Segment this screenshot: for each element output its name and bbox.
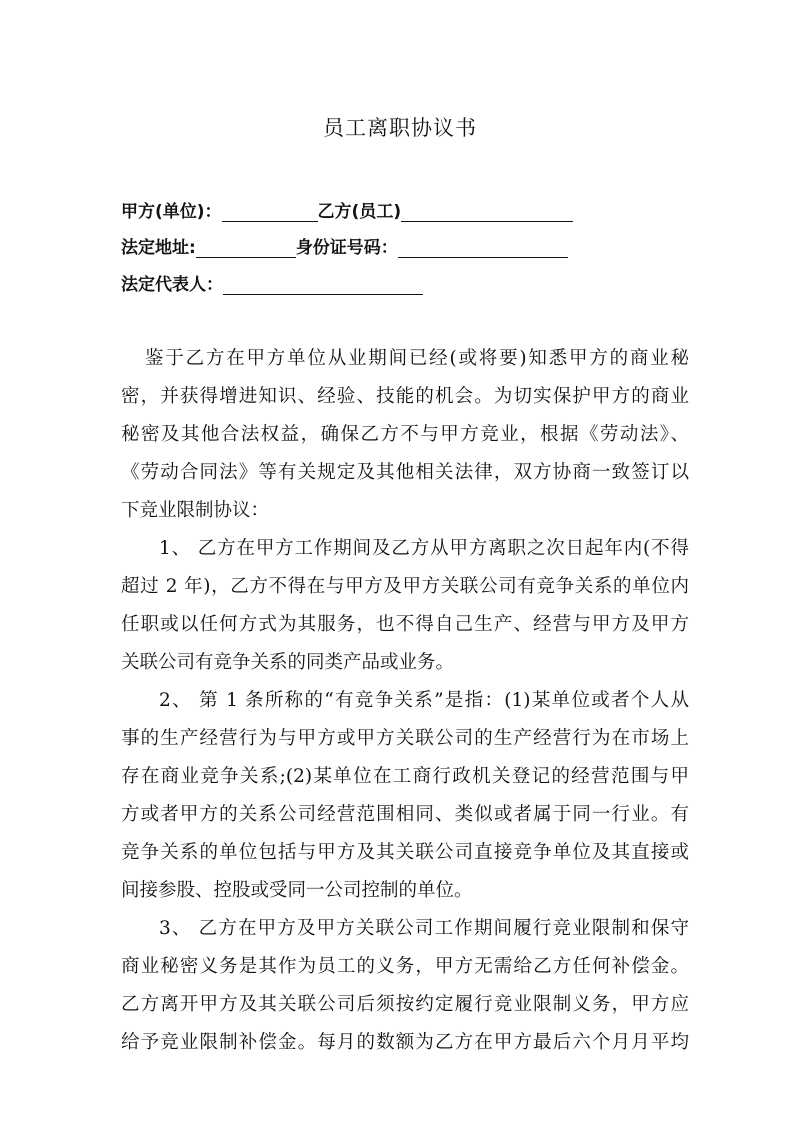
address-blank[interactable] bbox=[196, 237, 296, 258]
party-a-label: 甲方(单位)： bbox=[121, 202, 222, 222]
representative-label: 法定代表人： bbox=[121, 275, 223, 295]
representative-row bbox=[121, 270, 423, 300]
paragraph-line: 关联公司有竞争关系的同类产品或业务。 bbox=[121, 652, 455, 673]
party-b-label: 乙方(员工) bbox=[317, 202, 402, 222]
paragraph-line: 竞争关系的单位包括与甲方及其关联公司直接竞争单位及其直接或 bbox=[121, 842, 689, 863]
address-row bbox=[121, 233, 568, 263]
id-number-blank[interactable] bbox=[398, 237, 568, 258]
paragraph-line: 给予竞业限制补偿金。每月的数额为乙方在甲方最后六个月月平均 bbox=[121, 1032, 689, 1053]
clause-3-paragraph bbox=[121, 910, 689, 1062]
paragraph-line: 鉴于乙方在甲方单位从业期间已经(或将要)知悉甲方的商业秘 bbox=[145, 348, 689, 369]
intro-paragraph bbox=[121, 340, 689, 530]
paragraph-line: 下竞业限制协议： bbox=[121, 500, 270, 521]
clause-1-paragraph bbox=[121, 530, 689, 682]
paragraph-line: 存在商业竞争关系;(2)某单位在工商行政机关登记的经营范围与甲 bbox=[121, 766, 689, 787]
paragraph-line: 1、 乙方在甲方工作期间及乙方从甲方离职之次日起年内(不得 bbox=[159, 538, 689, 559]
paragraph-line: 3、 乙方在甲方及甲方关联公司工作期间履行竞业限制和保守 bbox=[159, 918, 689, 939]
party-row bbox=[121, 197, 573, 227]
id-label: 身份证号码： bbox=[295, 238, 398, 258]
paragraph-line: 乙方离开甲方及其关联公司后须按约定履行竞业限制义务，甲方应 bbox=[121, 994, 689, 1015]
clause-2-paragraph bbox=[121, 682, 689, 910]
representative-blank[interactable] bbox=[223, 274, 423, 295]
paragraph-line: 秘密及其他合法权益，确保乙方不与甲方竞业，根据《劳动法》、 bbox=[121, 424, 689, 445]
paragraph-line: 超过 2 年)，乙方不得在与甲方及甲方关联公司有竞争关系的单位内 bbox=[121, 576, 689, 597]
paragraph-line: 密，并获得增进知识、经验、技能的机会。为切实保护甲方的商业 bbox=[121, 386, 689, 407]
party-b-blank[interactable] bbox=[401, 201, 573, 222]
paragraph-line: 间接参股、控股或受同一公司控制的单位。 bbox=[121, 880, 473, 901]
paragraph-line: 方或者甲方的关系公司经营范围相同、类似或者属于同一行业。有 bbox=[121, 804, 689, 825]
paragraph-line: 《劳动合同法》等有关规定及其他相关法律，双方协商一致签订以 bbox=[121, 462, 689, 483]
address-label: 法定地址: bbox=[121, 238, 196, 258]
paragraph-line: 2、 第 1 条所称的“有竞争关系”是指：(1)某单位或者个人从 bbox=[159, 690, 689, 711]
party-a-blank[interactable] bbox=[222, 201, 318, 222]
paragraph-line: 事的生产经营行为与甲方或甲方关联公司的生产经营行为在市场上 bbox=[121, 728, 689, 749]
document-title: 员工离职协议书 bbox=[323, 116, 477, 140]
paragraph-line: 任职或以任何方式为其服务，也不得自己生产、经营与甲方及甲方 bbox=[121, 614, 689, 635]
paragraph-line: 商业秘密义务是其作为员工的义务，甲方无需给乙方任何补偿金。 bbox=[121, 956, 689, 977]
